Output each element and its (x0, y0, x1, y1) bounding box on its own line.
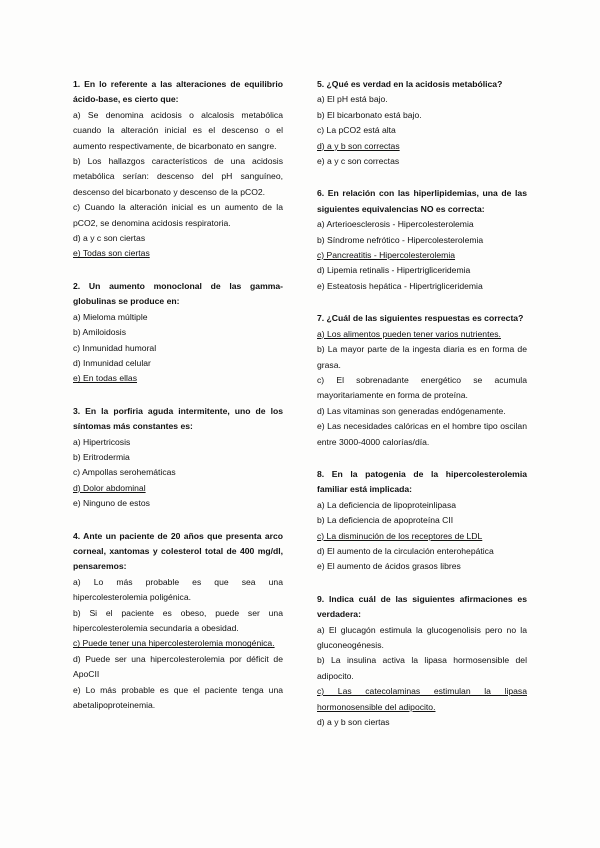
question-3-stem: 3. En la porfiria aguda intermitente, uno de los síntomas más constantes es: (73, 405, 283, 432)
question-3-option-d: d) Dolor abdominal (73, 482, 146, 493)
question-4-option-e: e) Lo más probable es que el paciente tenga una abetalipoproteinemia. (73, 684, 283, 711)
question-6-option-b: b) Síndrome nefrótico - Hipercolesterolemia (317, 234, 484, 245)
question-5-option-d: d) a y b son correctas (317, 140, 400, 151)
question-2-stem: 2. Un aumento monoclonal de las gamma-globulinas se produce en: (73, 280, 283, 307)
question-5-stem: 5. ¿Qué es verdad en la acidosis metabólica? (317, 79, 503, 89)
question-2-option-b: b) Amiloidosis (73, 327, 127, 338)
question-1-stem: 1. En lo referente a las alteraciones de equilibrio ácido-base, es cierto que: (73, 79, 283, 105)
question-7-option-a: a) Los alimentos pueden tener varios nutrientes. (317, 328, 501, 339)
question-9-option-c: c) Las catecolaminas estimulan la lipasa hormonosensible del adipocito. (317, 686, 527, 712)
question-7-option-b: b) La mayor parte de la ingesta diaria es en forma de grasa. (317, 344, 527, 370)
question-4 (73, 529, 283, 714)
right-column (317, 77, 527, 747)
question-3-option-e: e) Ninguno de estos (73, 498, 150, 509)
question-7-option-c: c) El sobrenadante energético se acumula mayoritariamente en forma de proteína. (317, 374, 527, 401)
question-1-option-a: a) Se denomina acidosis o alcalosis metabólica cuando la alteración inicial es el descenso o el aumento respectivamente, de bicarbonato en sangre. (73, 109, 283, 151)
question-4-option-a: a) Lo más probable es que sea una hipercolesterolemia poligénica. (73, 576, 283, 603)
question-4-stem: 4. Ante un paciente de 20 años que presenta arco corneal, xantomas y colesterol total de 400 mg/dl, pensaremos: (73, 530, 283, 572)
question-5-option-b: b) El bicarbonato está bajo. (317, 109, 422, 120)
question-9-option-d: d) a y b son ciertas (317, 717, 390, 728)
question-6-option-a: a) Arterioesclerosis - Hipercolesterolemia (317, 219, 474, 230)
question-2 (73, 279, 283, 387)
question-7 (317, 311, 527, 450)
question-8-option-a: a) La deficiencia de lipoproteinlipasa (317, 499, 457, 510)
question-4-option-d: d) Puede ser una hipercolesterolemia por déficit de ApoCII (73, 653, 283, 680)
question-9-stem: 9. Indica cuál de las siguientes afirmaciones es verdadera: (317, 593, 527, 620)
left-column (73, 77, 283, 730)
question-9-option-a: a) El glucagón estimula la glucogenolisis pero no la gluconeogénesis. (317, 624, 527, 650)
question-1-option-e: e) Todas son ciertas (73, 248, 150, 259)
question-8-option-d: d) El aumento de la circulación enterohepática (317, 545, 494, 556)
question-1 (73, 77, 283, 262)
question-5-option-e: e) a y c son correctas (317, 156, 400, 167)
question-1-option-d: d) a y c son ciertas (73, 233, 146, 244)
question-4-option-b: b) Si el paciente es obeso, puede ser una hipercolesterolemia secundaria a obesidad. (73, 607, 283, 633)
question-3-option-a: a) Hipertricosis (73, 436, 131, 447)
question-8 (317, 467, 527, 575)
question-5-option-a: a) El pH está bajo. (317, 94, 388, 105)
question-5 (317, 77, 527, 169)
question-3-option-b: b) Eritrodermia (73, 451, 130, 462)
question-7-option-e: e) Las necesidades calóricas en el hombre tipo oscilan entre 3000-4000 calorías/día. (317, 421, 527, 447)
question-2-option-d: d) Inmunidad celular (73, 357, 151, 368)
question-5-option-c: c) La pCO2 está alta (317, 125, 396, 136)
question-7-stem: 7. ¿Cuál de las siguientes respuestas es correcta? (317, 313, 524, 324)
question-7-option-d: d) Las vitaminas son generadas endógenamente. (317, 405, 506, 416)
question-2-option-a: a) Mieloma múltiple (73, 311, 148, 322)
question-6 (317, 186, 527, 294)
question-8-option-c: c) La disminución de los receptores de LDL (317, 530, 483, 541)
question-4-option-c: c) Puede tener una hipercolesterolemia monogénica. (73, 638, 275, 649)
question-8-option-b: b) La deficiencia de apoproteína CII (317, 515, 454, 526)
question-1-option-b: b) Los hallazgos característicos de una acidosis metabólica serían: descenso del pH sanguíneo, descenso del bicarbonato y descenso de la pCO2. (73, 156, 283, 197)
question-3 (73, 404, 283, 512)
question-9 (317, 592, 527, 731)
question-3-option-c: c) Ampollas serohemáticas (73, 467, 176, 478)
question-1-option-c: c) Cuando la alteración inicial es un aumento de la pCO2, se denomina acidosis respiratoria. (73, 202, 283, 228)
question-9-option-b: b) La insulina activa la lipasa hormosensible del adipocito. (317, 655, 527, 681)
question-6-option-e: e) Esteatosis hepática - Hipertrigliceridemia (317, 280, 483, 291)
question-8-option-e: e) El aumento de ácidos grasos libres (317, 561, 461, 572)
question-8-stem: 8. En la patogenia de la hipercolesterolemia familiar está implicada: (317, 468, 527, 495)
question-6-option-d: d) Lipemia retinalis - Hipertrigliceridemia (317, 265, 471, 276)
question-2-option-c: c) Inmunidad humoral (73, 342, 157, 353)
question-6-stem: 6. En relación con las hiperlipidemias, una de las siguientes equivalencias NO es correcta: (317, 188, 527, 214)
question-2-option-e: e) En todas ellas (73, 373, 138, 384)
question-6-option-c: c) Pancreatitis - Hipercolesterolemia (317, 250, 456, 261)
